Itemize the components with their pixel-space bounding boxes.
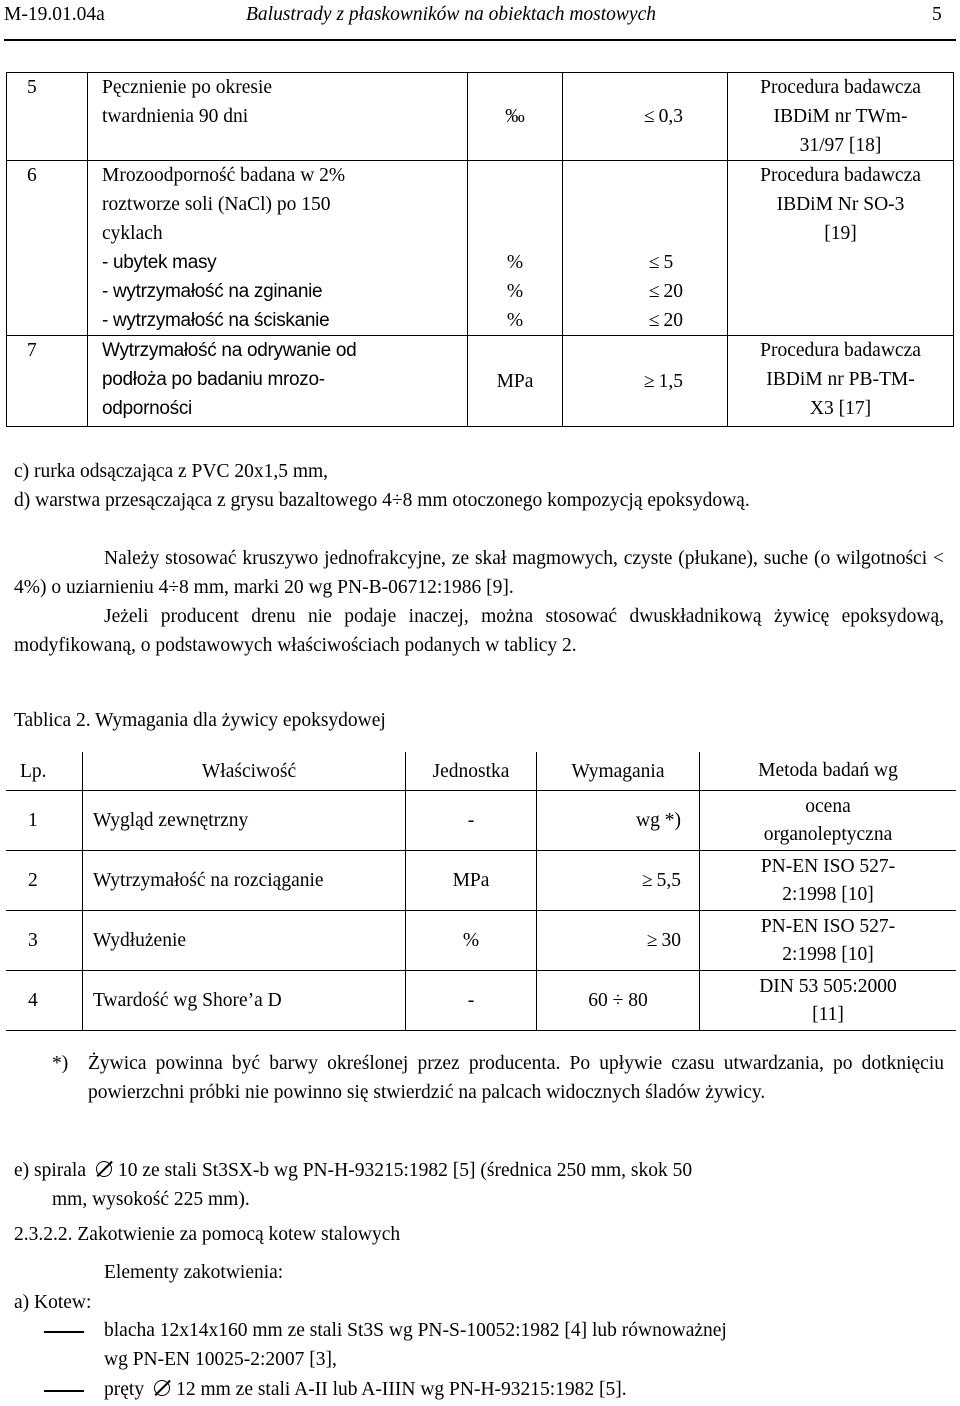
header-rule [4,39,956,41]
item-e: e) spirala 10 ze stali St3SX-b wg PN-H-93215:1982 [5] (średnica 250 mm, skok 50 [14,1160,693,1181]
property-cell: Mrozoodporność badana w 2% roztworze soli (NaCl) po 150 cyklach - ubytek masy - wytrzymałość na zginanie - wytrzymałość na ściskanie [88,161,468,336]
row-number: 6 [7,161,88,336]
property-cell: Pęcznienie po okresie twardnienia 90 dni [88,73,468,161]
dash-bullet [44,1331,84,1333]
footnote-mark: *) [52,1053,69,1074]
table2-caption: Tablica 2. Wymagania dla żywicy epoksydowej [14,710,386,731]
doc-title: Balustrady z płaskowników na obiektach mostowych [246,4,656,25]
header-method: Metoda badań wg [700,752,957,791]
table-row: 3 Wydłużenie % ≥ 30 PN-EN ISO 527- 2:1998 [10] [6,911,956,971]
bullet-plate: blacha 12x14x160 mm ze stali St3S wg PN-S-10052:1982 [4] lub równoważnej [104,1320,727,1341]
diameter-icon [154,1380,170,1396]
method-cell: Procedura badawcza IBDiM nr TWm- 31/97 [18] [728,73,954,161]
method-cell: Procedura badawcza IBDiM nr PB-TM- X3 [17] [728,336,954,427]
section-heading: 2.3.2.2. Zakotwienie za pomocą kotew stalowych [14,1224,401,1245]
item-c: c) rurka odsączająca z PVC 20x1,5 mm, [14,461,329,482]
unit-cell: MPa [468,336,563,427]
table-row: 1 Wygląd zewnętrzny - wg *) ocena organoleptyczna [6,791,956,851]
table-row: 2 Wytrzymałość na rozciąganie MPa ≥ 5,5 PN-EN ISO 527- 2:1998 [10] [6,851,956,911]
bullet-plate-line2: wg PN-EN 10025-2:2007 [3], [104,1349,337,1370]
paragraph-resin: Jeżeli producent drenu nie podaje inaczej, można stosować dwuskładnikową żywicę epoksydową, modyfikowaną, o podstawowych właściwościach podanych w tablicy 2. [14,606,944,656]
row-number: 7 [7,336,88,427]
footnote-text: Żywica powinna być barwy określonej przez producenta. Po upływie czasu utwardzania, po dotknięciu powierzchni próbki nie powinno się stwierdzić na palcach widocznych śladów żywicy. [88,1053,944,1103]
table-row [7,336,954,427]
property-cell: Wytrzymałość na odrywanie od podłoża po badaniu mrozo- odporności [88,336,468,427]
table-row [7,73,954,161]
doc-code: M-19.01.04a [4,4,105,25]
dash-bullet [44,1390,84,1392]
requirement-cell: ≤ 5 ≤ 20 ≤ 20 [563,161,728,336]
row-number: 5 [7,73,88,161]
requirement-cell: ≤ 0,3 [563,73,728,161]
header-unit: Jednostka [406,752,537,791]
anchor-elements-label: Elementy zakotwienia: [104,1262,284,1283]
bullet-bars: pręty 12 mm ze stali A-II lub A-IIIN wg PN-H-93215:1982 [5]. [104,1379,627,1400]
requirements-table-continued [6,72,954,427]
item-d: d) warstwa przesączająca z grysu bazaltowego 4÷8 mm otoczonego kompozycją epoksydową. [14,490,750,511]
page-number: 5 [932,4,942,25]
item-e-line2: mm, wysokość 225 mm). [52,1189,250,1210]
header-property: Właściwość [83,752,406,791]
table-header-row [6,752,956,791]
paragraph-aggregate: Należy stosować kruszywo jednofrakcyjne, ze skał magmowych, czyste (płukane), suche (o wilgotności < 4%) o uziarnieniu 4÷8 mm, marki 20 wg PN-B-06712:1986 [9]. [14,548,944,598]
anchor-label: a) Kotew: [14,1292,92,1313]
unit-cell: % % % [468,161,563,336]
resin-requirements-table [6,752,956,1031]
table-row [7,161,954,336]
requirement-cell: ≥ 1,5 [563,336,728,427]
unit-cell: ‰ [468,73,563,161]
diameter-icon [96,1161,112,1177]
header-requirements: Wymagania [537,752,700,791]
header-lp: Lp. [6,752,83,791]
table-row: 4 Twardość wg Shore’a D - 60 ÷ 80 DIN 53 505:2000 [11] [6,971,956,1031]
method-cell: Procedura badawcza IBDiM Nr SO-3 [19] [728,161,954,336]
